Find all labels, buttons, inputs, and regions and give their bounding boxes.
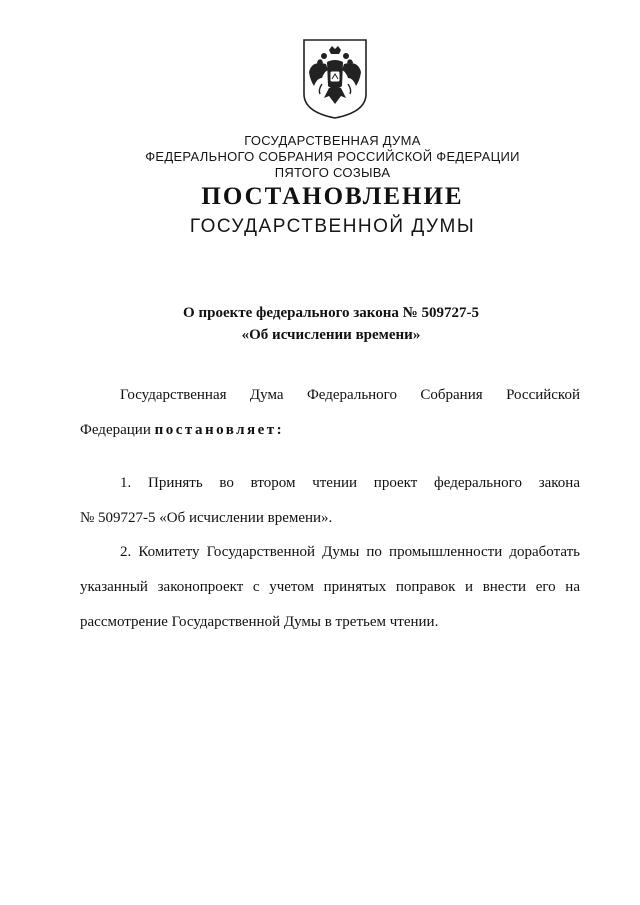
preamble-line-2: [80, 413, 580, 448]
document-title: [0, 183, 640, 211]
item-2-line-3: рассмотрение Государственной Думы в третьем чтении.: [80, 614, 439, 630]
header-line-assembly: ФЕДЕРАЛЬНОГО СОБРАНИЯ РОССИЙСКОЙ ФЕДЕРАЦИИ: [145, 149, 520, 164]
document-subtitle: [0, 216, 640, 238]
bill-number-line: О проекте федерального закона № 509727-5: [183, 305, 479, 321]
preamble-paragraph: [80, 378, 580, 448]
document-subtitle-text: ГОСУДАРСТВЕННОЙ ДУМЫ: [189, 216, 476, 237]
item-2-paragraph: [80, 535, 580, 640]
preamble-line-1: Государственная Дума Федерального Собрания Российской: [120, 387, 580, 403]
issuer-header: [0, 133, 640, 181]
bill-name-line: «Об исчислении времени»: [241, 327, 421, 343]
header-line-convocation: ПЯТОГО СОЗЫВА: [274, 165, 391, 180]
item-2-line-1: 2. Комитету Государственной Думы по промышленности доработать: [120, 544, 580, 560]
preamble-prefix: Федерации: [80, 422, 155, 438]
bill-reference: [0, 302, 640, 346]
document-title-text: ПОСТАНОВЛЕНИЕ: [201, 183, 464, 210]
item-1-paragraph: [80, 466, 580, 536]
item-1-line-1: 1. Принять во втором чтении проект федерального закона: [120, 475, 580, 491]
header-line-duma: ГОСУДАРСТВЕННАЯ ДУМА: [244, 133, 421, 148]
item-2-line-2: указанный законопроект с учетом принятых поправок и внести его на: [80, 579, 580, 595]
resolves-keyword: постановляет:: [154, 422, 285, 438]
item-1-line-2: № 509727-5 «Об исчислении времени».: [80, 510, 333, 526]
coat-of-arms-icon: [302, 38, 368, 120]
